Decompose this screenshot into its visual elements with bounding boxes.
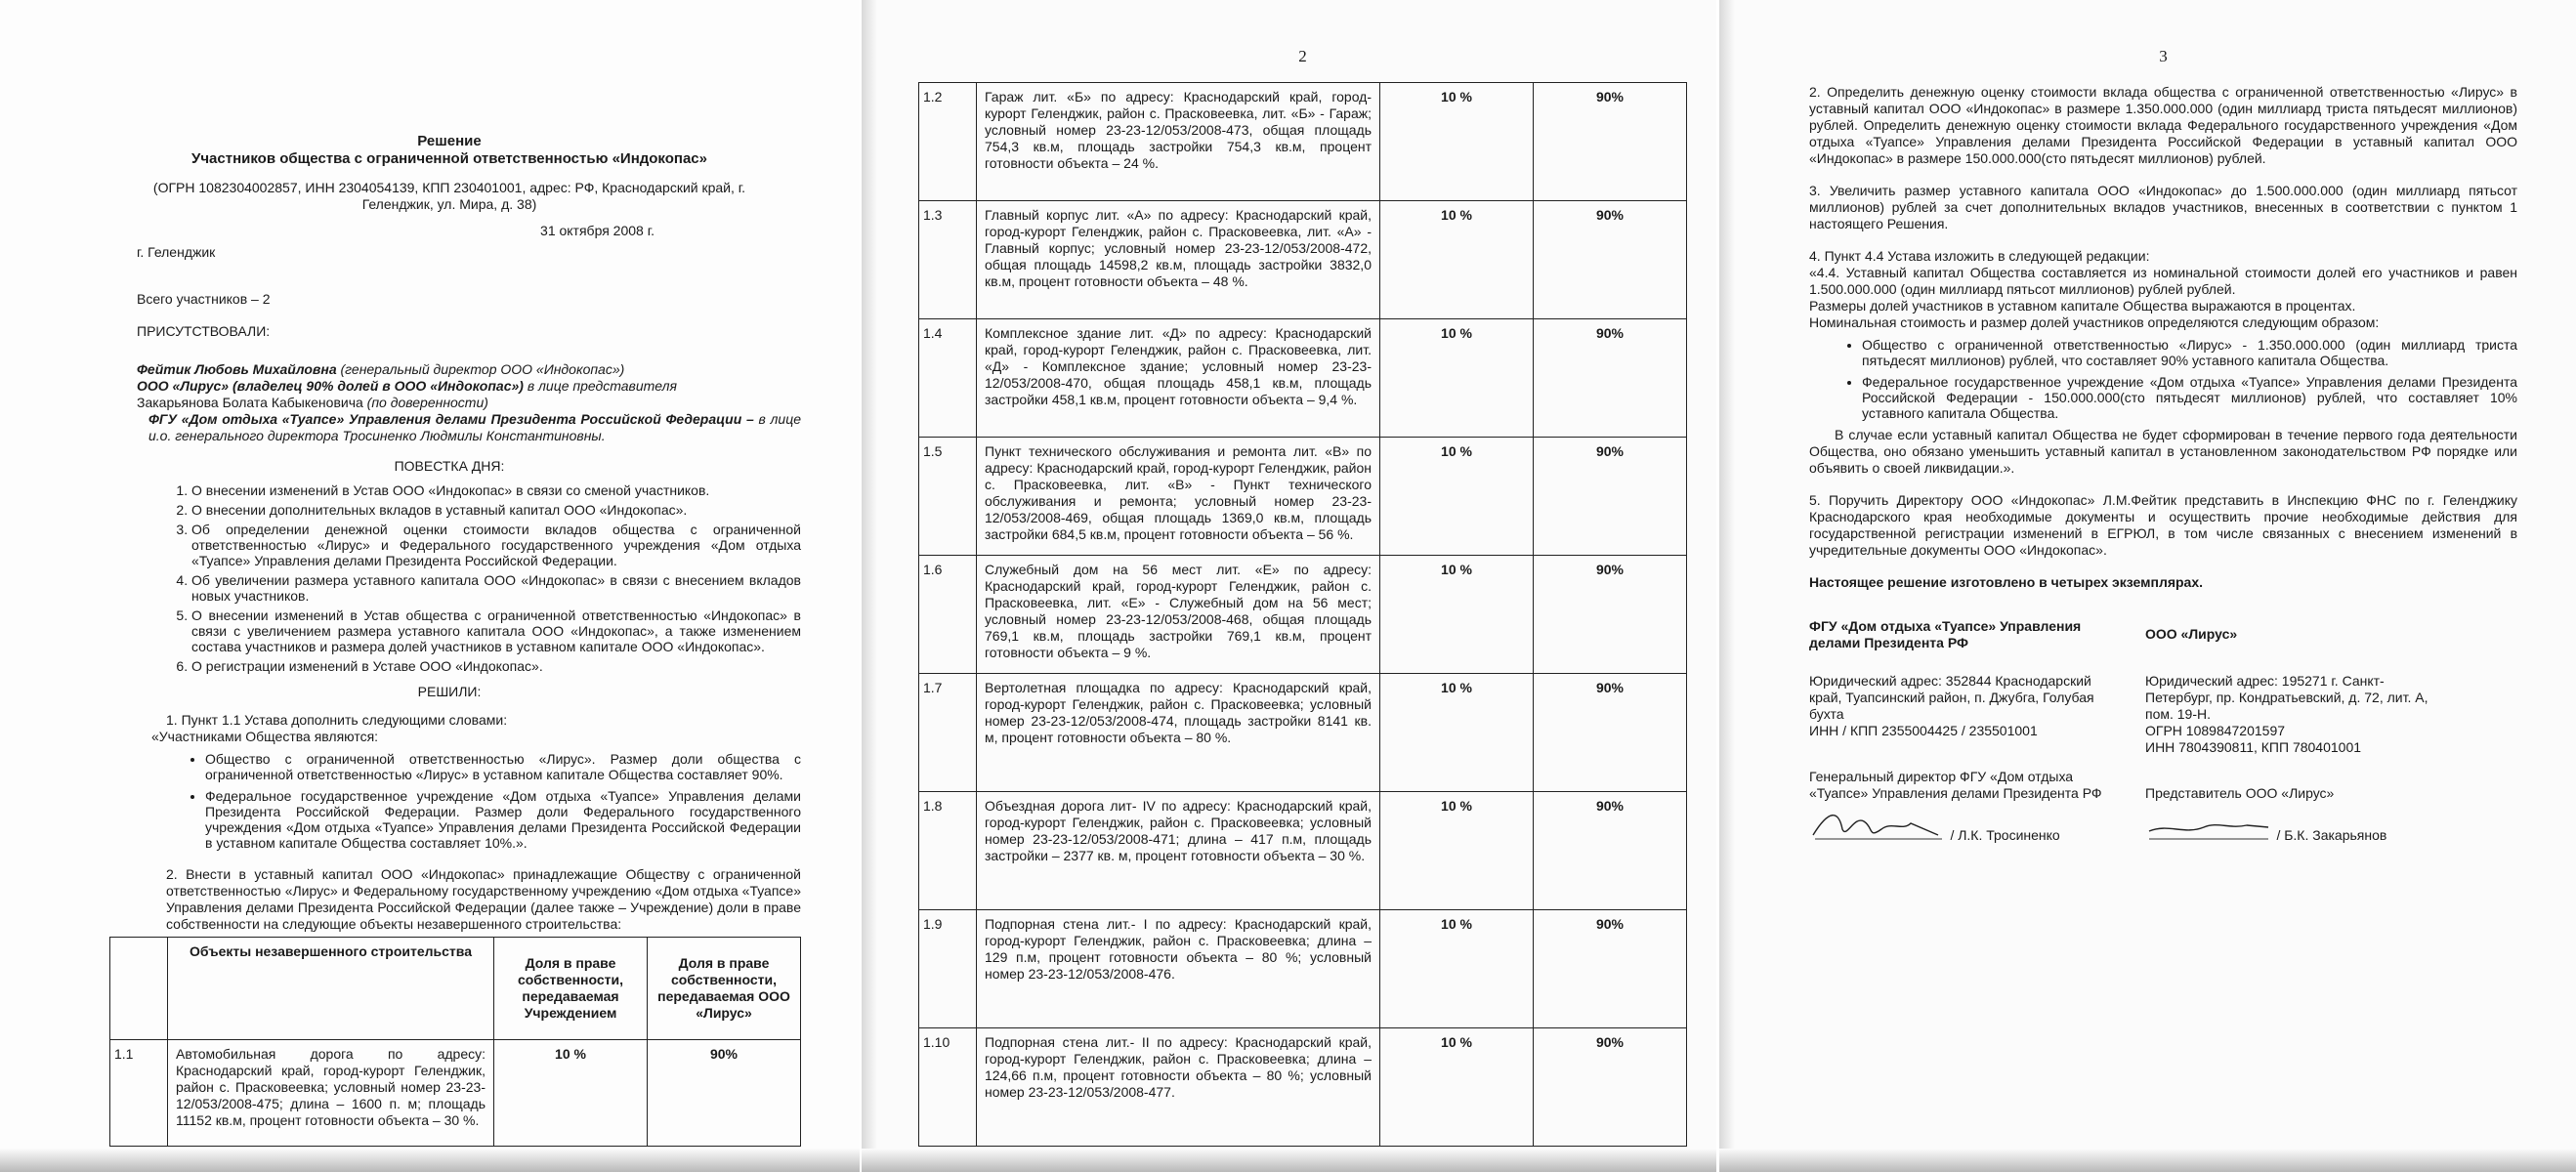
agenda-item: 4. Об увеличении размера уставного капитала ООО «Индокопас» в связи с внесением вкладов новых участников. (191, 572, 801, 604)
table-row (919, 556, 1687, 674)
party-left-signer-name: / Л.К. Тросиненко (1950, 827, 2060, 843)
row-object-text: Пункт технического обслуживания и ремонта лит. «В» по адресу: Краснодарский край, город-курорт Геленджик, район с. Прасковеевка, лит. «В» - Пункт технического обслуживания и ремонта; условный номер 23-23-12/053/2008-469, общая площадь 1369,0 кв.м, площадь застройки 684,5 кв.м, процент готовности объекта – 56 %. (977, 438, 1380, 556)
present-1-name: Фейтик Любовь Михайловна (137, 361, 337, 377)
resolution-4-intro: 4. Пункт 4.4 Устава изложить в следующей редакции: (1809, 248, 2150, 264)
participants-total: Всего участников – 2 (137, 291, 271, 307)
row-object-text: Служебный дом на 56 мест лит. «Е» по адресу: Краснодарский край, город-курорт Геленджик, район с. Прасковеевка, лит. «Е» - Служебный дом на 56 мест; условный номер 23-23-12/053/2008-468, общая площадь 769,1 кв.м, площадь застройки 769,1 кв.м, процент готовности объекта – 9 %. (977, 556, 1380, 674)
party-left-signer-title: Генеральный директор ФГУ «Дом отдыха «Туапсе» Управления делами Президента РФ (1809, 769, 2102, 801)
resolved-heading: РЕШИЛИ: (417, 684, 482, 699)
row-share-institution: 10 % (1380, 1028, 1534, 1147)
present-3-rest: в лице и.о. генерального директора Тросиненко Людмилы Константиновны. (148, 411, 802, 443)
row-number: 1.1 (110, 1040, 168, 1147)
resolution-1-items (137, 751, 801, 851)
table-row (919, 792, 1687, 910)
page-edge-shadow (0, 1149, 860, 1172)
resolution-3: 3. Увеличить размер уставного капитала ООО «Индокопас» до 1.500.000.000 (один миллиард пятьсот миллионов) рублей за счет дополнительных вкладов участников, внесенных в соответствии с пунктом 1 настоящего Решения. (1809, 183, 2517, 231)
row-share-institution: 10 % (494, 1040, 648, 1147)
row-share-lirus: 90% (1534, 1028, 1687, 1147)
row-share-lirus: 90% (1534, 556, 1687, 674)
present-list (137, 361, 801, 444)
present-2-rep-note: (по доверенности) (362, 395, 488, 410)
document-page-3 (1719, 0, 2576, 1172)
table-row (110, 1040, 801, 1147)
share-item: • Федеральное государственное учреждение «Дом отдыха «Туапсе» Управления делами Президента Российской Федерации - 150.000.000(сто пятьдесят миллионов) рублей, что составляет 10% уставного капитала Общества. (1862, 374, 2517, 421)
agenda-list (147, 482, 801, 674)
agenda-item: 2. О внесении дополнительных вкладов в уставный капитал ООО «Индокопас». (191, 502, 801, 518)
decision-date: 31 октября 2008 г. (540, 223, 655, 238)
table-row (919, 674, 1687, 792)
row-number: 1.5 (919, 438, 977, 556)
party-left-address: Юридический адрес: 352844 Краснодарский край, Туапсинский район, п. Джубга, Голубая бухта (1809, 673, 2094, 722)
table-row (919, 910, 1687, 1028)
row-object-text: Объездная дорога лит- IV по адресу: Краснодарский край, город-курорт Геленджик, район с. Прасковеевка; условный номер 23-23-12/053/2008-471; длина – 417 п.м, площадь застройки – 2377 кв. м, процент готовности объекта – 30 %. (977, 792, 1380, 910)
present-2-org: ООО «Лирус» (владелец 90% долей в ООО «Индокопас») (137, 378, 524, 394)
row-number: 1.2 (919, 83, 977, 201)
present-2-rest: в лице представителя (523, 378, 677, 394)
present-3-org: ФГУ «Дом отдыха «Туапсе» Управления делами Президента Российской Федерации – (148, 411, 754, 427)
row-share-lirus: 90% (1534, 910, 1687, 1028)
objects-table-continued (918, 82, 1687, 1147)
participant-item: • Федеральное государственное учреждение «Дом отдыха «Туапсе» Управления делами Президента Российской Федерации. Размер доли Федерального государственного учреждения «Дом отдыха «Туапсе» Управления делами Президента Российской Федерации в уставном капитале Общества составляет 10%.». (205, 788, 801, 851)
row-share-institution: 10 % (1380, 910, 1534, 1028)
decision-title (98, 133, 801, 168)
table-header-share-institution: Доля в праве собственности, передаваемая Учреждением (494, 938, 648, 1040)
present-2-rep: Закарьянова Болата Кабыкеновича (137, 395, 363, 410)
party-left-signature-line (1809, 806, 2122, 841)
row-number: 1.4 (919, 319, 977, 438)
page-number: 2 (1298, 47, 1307, 65)
row-number: 1.8 (919, 792, 977, 910)
resolution-4-line-3: Номинальная стоимость и размер долей участников определяются следующим образом: (1809, 314, 2380, 330)
table-header-objects: Объекты незавершенного строительства (168, 938, 494, 1040)
title-line-2: Участников общества с ограниченной ответственностью «Индокопас» (191, 150, 707, 167)
resolution-4-line-2: Размеры долей участников в уставном капитале Общества выражаются в процентах. (1809, 298, 2356, 314)
row-share-lirus: 90% (1534, 674, 1687, 792)
row-object-text: Автомобильная дорога по адресу: Краснодарский край, город-курорт Геленджик, район с. Прасковеевка; условный номер 23-23-12/053/2008-475; длина – 1600 п. м; площадь 11152 кв.м, процент готовности объекта – 30 %. (168, 1040, 494, 1147)
objects-table-body (919, 83, 1687, 1147)
share-item: • Общество с ограниченной ответственностью «Лирус» - 1.350.000.000 (один миллиард триста пятьдесят миллионов) рублей, что составляет 90% уставного капитала Общества. (1862, 337, 2517, 368)
decision-city: г. Геленджик (137, 244, 216, 260)
agenda-item: 5. О внесении изменений в Устав общества с ограниченной ответственностью «Индокопас» в связи с увеличением размера уставного капитала ООО «Индокопас», а также изменением состава участников и размера долей участников в уставном капитале ООО «Индокопас». (191, 607, 801, 654)
page-edge-shadow (862, 0, 877, 1172)
row-share-institution: 10 % (1380, 319, 1534, 438)
party-right (2145, 618, 2438, 841)
row-share-institution: 10 % (1380, 83, 1534, 201)
signature-graphic (2145, 806, 2272, 845)
page-number: 3 (2159, 47, 2168, 65)
row-share-institution: 10 % (1380, 674, 1534, 792)
resolution-4-items (1809, 337, 2517, 421)
table-row (919, 438, 1687, 556)
row-object-text: Подпорная стена лит.- I по адресу: Краснодарский край, город-курорт Геленджик, район с. Прасковеевка; длина – 129 п.м, процент готовности объекта – 80 %; условный номер 23-23-12/053/2008-476. (977, 910, 1380, 1028)
page-edge-shadow (862, 1149, 1716, 1172)
resolution-4-quote: «4.4. Уставный капитал Общества составляется из номинальной стоимости долей его участников и равен 1.500.000.000 (один миллиард пятьсот миллионов) рублей рублей. (1809, 265, 2517, 297)
agenda-heading: ПОВЕСТКА ДНЯ: (394, 458, 505, 474)
row-object-text: Вертолетная площадка по адресу: Краснодарский край, город-курорт Геленджик, район с. Прасковеевка; условный номер 23-23-12/053/2008-474, площадь застройки 8141 кв. м, процент готовности объекта – 80 %. (977, 674, 1380, 792)
participant-item: • Общество с ограниченной ответственностью «Лирус». Размер доли общества с ограниченной ответственностью «Лирус» в уставном капитале Общества составляет 90%. (205, 751, 801, 782)
signatures-block (1809, 618, 2517, 841)
table-row (919, 83, 1687, 201)
row-share-institution: 10 % (1380, 792, 1534, 910)
row-number: 1.6 (919, 556, 977, 674)
row-number: 1.10 (919, 1028, 977, 1147)
row-share-lirus: 90% (1534, 438, 1687, 556)
present-1-role: (генеральный директор ООО «Индокопас») (336, 361, 625, 377)
present-heading: ПРИСУТСТВОВАЛИ: (137, 323, 271, 339)
party-right-signer-title: Представитель ООО «Лирус» (2145, 785, 2335, 801)
row-object-text: Подпорная стена лит.- II по адресу: Краснодарский край, город-курорт Геленджик, район с. Прасковеевка; длина – 124,66 п.м, процент готовности объекта – 80 %; условный номер 23-23-12/053/2008-477. (977, 1028, 1380, 1147)
row-share-lirus: 90% (1534, 83, 1687, 201)
party-right-signer-name: / Б.К. Закарьянов (2276, 827, 2387, 843)
date-city-block (98, 223, 801, 275)
page-edge-shadow (1719, 1149, 2576, 1172)
party-left-inn: ИНН / КПП 2355004425 / 235501001 (1809, 723, 2038, 738)
row-object-text: Гараж лит. «Б» по адресу: Краснодарский край, город-курорт Геленджик, район с. Прасковеевка, лит. «Б» - Гараж; условный номер 23-23-12/053/2008-473, общая площадь 754,3 кв.м, площадь застройки 754,3 кв.м, процент готовности объекта – 24 %. (977, 83, 1380, 201)
party-right-ogrn: ОГРН 1089847201597 (2145, 723, 2286, 738)
row-share-lirus: 90% (1534, 201, 1687, 319)
table-header-num (110, 938, 168, 1040)
table-header-share-lirus: Доля в праве собственности, передаваемая ООО «Лирус» (648, 938, 801, 1040)
table-row (919, 319, 1687, 438)
resolution-2-valuation: 2. Определить денежную оценку стоимости вклада общества с ограниченной ответственностью «Лирус» в уставный капитал ООО «Индокопас» в размере 1.350.000.000 (один миллиард триста пятьдесят миллионов) рублей. Определить денежную оценку стоимости вклада Федерального государственного учреждения «Дом отдыха «Туапсе» Управления делами Президента Российской Федерации в уставный капитал ООО «Индокопас» в размере 150.000.000(сто пятьдесят миллионов) рублей. (1809, 84, 2517, 166)
row-share-institution: 10 % (1380, 438, 1534, 556)
table-header-row (110, 938, 801, 1040)
document-page-1 (0, 0, 860, 1172)
document-page-2 (862, 0, 1716, 1172)
row-share-lirus: 90% (1534, 319, 1687, 438)
row-object-text: Главный корпус лит. «А» по адресу: Краснодарский край, город-курорт Геленджик, район с. Прасковеевка, лит. «А» - Главный корпус; условный номер 23-23-12/053/2008-472, общая площадь 14598,2 кв.м, площадь застройки 3832,0 кв.м, процент готовности объекта – 48 %. (977, 201, 1380, 319)
party-left-name: ФГУ «Дом отдыха «Туапсе» Управления делами Президента РФ (1809, 618, 2082, 650)
table-row (919, 201, 1687, 319)
party-right-signature-line (2145, 806, 2438, 841)
resolution-1-intro: 1. Пункт 1.1 Устава дополнить следующими словами: (166, 712, 508, 728)
table-row (919, 1028, 1687, 1147)
agenda-item: 3. Об определении денежной оценки стоимости вкладов общества с ограниченной ответственностью «Лирус» и Федерального государственного учреждения «Дом отдыха «Туапсе» Управления делами Президента Российской Федерации. (191, 522, 801, 568)
row-object-text: Комплексное здание лит. «Д» по адресу: Краснодарский край, город-курорт Геленджик, район с. Прасковеевка, лит. «Д» - Комплексное здание; условный номер 23-23-12/053/2008-470, общая площадь 458,1 кв.м, площадь застройки 458,1 кв.м, процент готовности объекта – 9,4 %. (977, 319, 1380, 438)
row-share-institution: 10 % (1380, 201, 1534, 319)
row-number: 1.9 (919, 910, 977, 1028)
party-left (1809, 618, 2122, 841)
objects-table (109, 937, 801, 1147)
resolution-1-quote: «Участниками Общества являются: (151, 729, 379, 744)
resolution-5: 5. Поручить Директору ООО «Индокопас» Л.М.Фейтик представить в Инспекцию ФНС по г. Геленджику Краснодарского края необходимые документы и осуществить прочие необходимые действия для государственной регистрации изменений в ЕГРЮЛ, в том числе связанных с внесением изменений в учредительные документы ООО «Индокопас». (1809, 492, 2517, 558)
row-number: 1.3 (919, 201, 977, 319)
party-right-address: Юридический адрес: 195271 г. Санкт-Петербург, пр. Кондратьевский, д. 72, лит. А, пом. 19-Н. (2145, 673, 2428, 722)
page-edge-shadow (1719, 0, 1735, 1172)
row-number: 1.7 (919, 674, 977, 792)
agenda-item: 1. О внесении изменений в Устав ООО «Индокопас» в связи со сменой участников. (191, 482, 801, 498)
signature-graphic (1809, 806, 1946, 845)
resolution-2-text: 2. Внести в уставный капитал ООО «Индокопас» принадлежащие Обществу с ограниченной ответственностью «Лирус» и Федеральному государственному учреждению «Дом отдыха «Туапсе» Управления делами Президента Российской Федерации (далее также – Учреждение) доли в праве собственности на следующие объекты незавершенного строительства: (166, 866, 801, 932)
copies-note: Настоящее решение изготовлено в четырех экземплярах. (1809, 574, 2204, 590)
row-share-lirus: 90% (1534, 792, 1687, 910)
title-line-1: Решение (417, 133, 482, 149)
company-requisites: (ОГРН 1082304002857, ИНН 2304054139, КПП 230401001, адрес: РФ, Краснодарский край, г. Геленджик, ул. Мира, д. 38) (152, 180, 746, 212)
party-right-inn: ИНН 7804390811, КПП 780401001 (2145, 739, 2362, 755)
row-share-institution: 10 % (1380, 556, 1534, 674)
agenda-item: 6. О регистрации изменений в Уставе ООО «Индокопас». (191, 658, 801, 674)
row-share-lirus: 90% (648, 1040, 801, 1147)
party-right-name: ООО «Лирус» (2145, 626, 2238, 642)
resolution-4-tail: В случае если уставный капитал Общества не будет сформирован в течение первого года деятельности Общества, оно обязано уменьшить уставный капитал в установленном законодательством РФ порядке или объявить о своей ликвидации.». (1809, 427, 2517, 476)
